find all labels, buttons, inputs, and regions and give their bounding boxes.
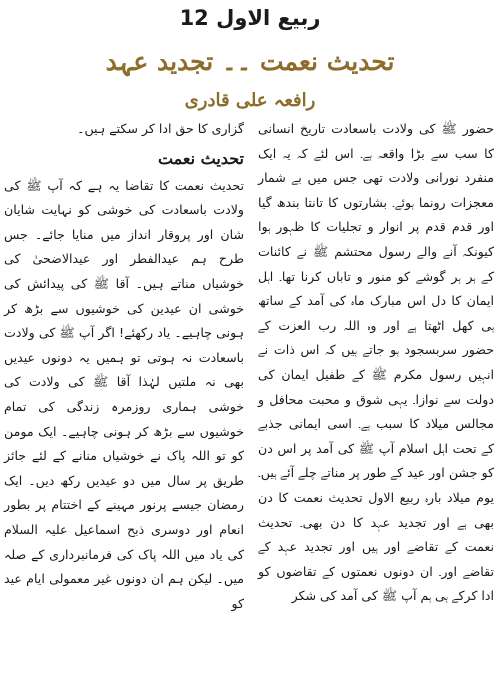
left-column — [4, 117, 244, 616]
author-byline: رافعہ علی قادری — [184, 90, 316, 111]
section-subheading: تحدیث نعمت — [157, 148, 244, 168]
left-column-text: تحدیث نعمت کا تقاضا یہ ہے کہ آپ ﷺ کی ولادت باسعادت کی خوشی کو نہایت شایان شان اور پروقار انداز میں منایا جائے۔ جس طرح ہم عیدالفطر اور عیدالاضحیٰ کی خوشیاں مناتے ہیں۔ آقا ﷺ کی پیدائش کی خوشی ان عیدین کی خوشیوں سے بڑھ کر ہونی چاہیے۔ یاد رکھئے! اگر آپ ﷺ کی ولادت باسعادت نہ ہوتی تو ہمیں یہ دونوں عیدیں بھی نہ ملتیں لہٰذا آقا ﷺ کی ولادت کی خوشی ہماری روزمرہ زندگی کی تمام خوشیوں سے بڑھ کر ہونی چاہیے۔ ایک مومن کو تو اللہ پاک نے خوشیاں منانے کے لئے جائز طریق پر سال میں دو عیدیں رکھ دیں۔ ایک رمضان جیسے پرنور مہینے کے اختتام پر بطور انعام اور دوسری ذبح اسماعیل علیہ السلام کی یاد میں اللہ پاک کی فرمانبرداری کے صلہ میں۔ لیکن ہم ان دونوں غیر معمولی ایام عید کو — [4, 177, 244, 611]
left-column-intro: گزاری کا حق ادا کر سکتے ہیں۔ — [77, 121, 244, 136]
right-column-text: حضور ﷺ کی ولادت باسعادت تاریخ انسانی کا سب سے بڑا واقعہ ہے۔ اس لئے کہ یہ ایک منفرد نورانی ولادت تھی جس میں بے شمار معجزات رونما ہوئے۔ بشارتوں کا تانتا بندھ گیا اور قدم قدم پر انوار و تجلیات کا ظہور ہوا کیونکہ آنے والے رسول محتشم ﷺ نے کائنات کے ہر ہر گوشے کو منور و تاباں کرنا تھا۔ اہل ایمان کا دل اس مبارک ماہ کی آمد کے ساتھ ہی کھل اٹھتا ہے اور وہ اللہ رب العزت کے حضور سربسجود ہو جاتے ہیں کہ اس ذات نے انہیں رسول مکرم ﷺ کے طفیل ایمان کی دولت سے نوازا۔ یہی شوق و محبت محافل و مجالس میلاد کا سبب ہے۔ اسی ایمانی جذبے کے تحت اہل اسلام آپ ﷺ کی آمد پر اس دن کو جشن اور عید کے طور پر مناتے چلے آئے ہیں۔ یوم میلاد بارہ ربیع الاول تحدیث نعمت کا دن بھی ہے اور تجدید عہد کا دن بھی۔ تحدیث نعمت کے تقاضے اور ہیں اور تجدید عہد کے تقاضے اور۔ ان دونوں نعمتوں کے تقاضوں کو ادا کرکے ہی ہم آپ ﷺ کی آمد کی شکر — [258, 121, 494, 604]
date-heading: 12 ربیع الاول — [179, 6, 321, 30]
article-title: تحدیث نعمت ۔۔ تجدید عہد — [105, 47, 395, 76]
right-column — [258, 117, 494, 609]
